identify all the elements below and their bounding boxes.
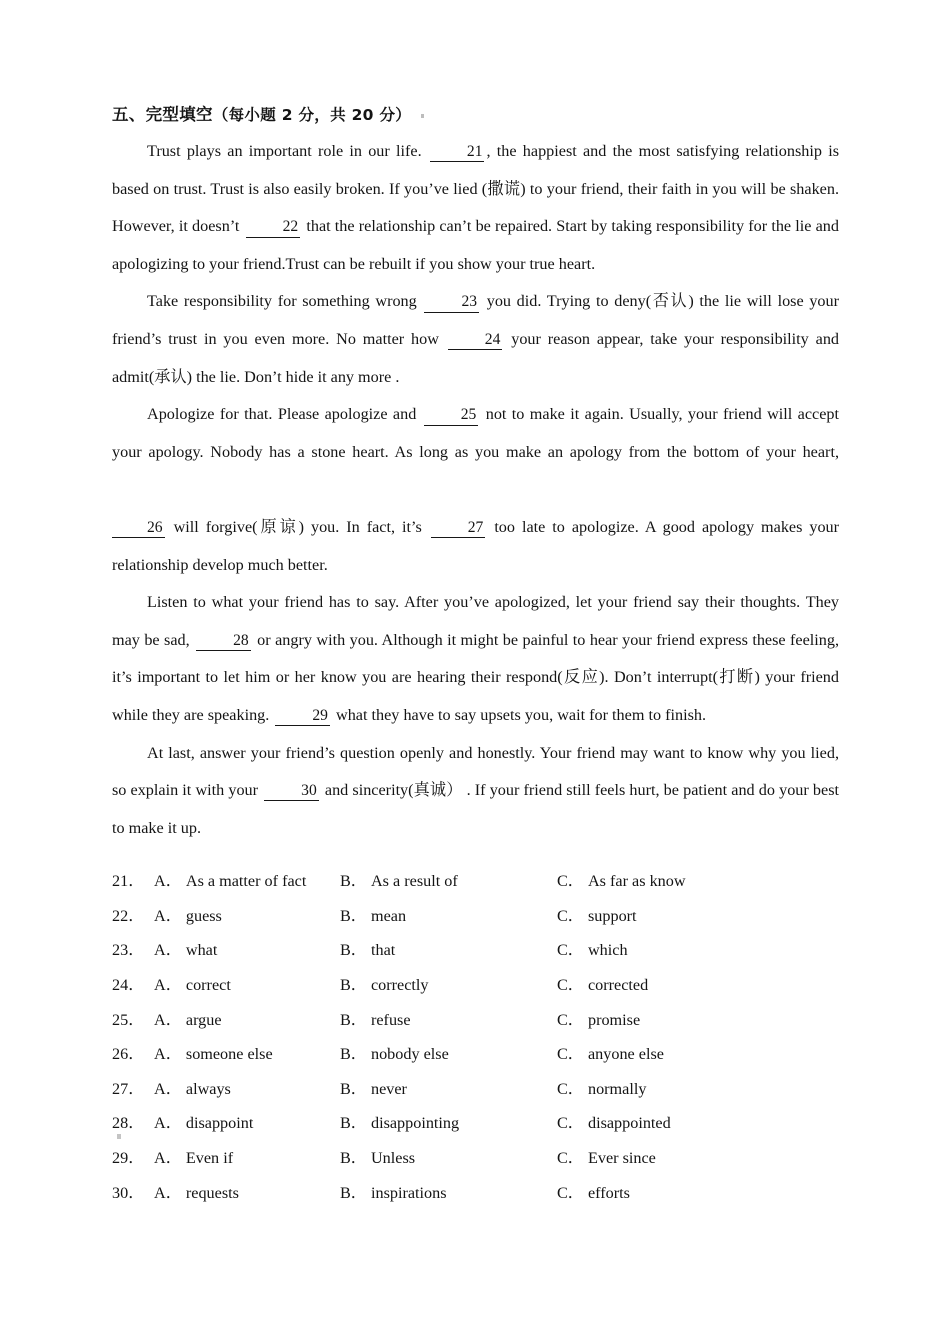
option-letter: A． <box>154 941 182 960</box>
option-letter: A． <box>154 1045 182 1064</box>
option-text: refuse <box>370 1010 411 1029</box>
option-a[interactable] <box>154 936 217 960</box>
option-letter: A． <box>154 1183 182 1202</box>
paragraph-text: Take responsibility for something wrong <box>147 292 417 311</box>
option-letter: A． <box>154 1079 182 1098</box>
question-number: 30． <box>112 1183 145 1202</box>
option-c[interactable] <box>557 971 648 995</box>
option-text: guess <box>185 906 222 925</box>
option-text: efforts <box>587 1183 630 1202</box>
option-a[interactable] <box>154 1109 253 1133</box>
page-content <box>112 104 839 1213</box>
option-b[interactable] <box>340 971 429 995</box>
option-letter: B． <box>340 1183 367 1202</box>
paragraph-text: Listen to what your friend has to say. After you’ve apologized, let your friend say their thoughts. They may be sad, <box>112 593 839 649</box>
option-b[interactable] <box>340 1179 447 1203</box>
option-text: which <box>587 941 628 960</box>
option-letter: B． <box>340 872 367 891</box>
option-letter: A． <box>154 906 182 925</box>
question-row-28 <box>112 1109 839 1144</box>
option-text: disappointed <box>587 1114 671 1133</box>
option-letter: A． <box>154 976 182 995</box>
passage-paragraph-4 <box>112 584 839 734</box>
question-row-25 <box>112 1006 839 1041</box>
option-letter: C． <box>557 872 584 891</box>
question-row-29 <box>112 1144 839 1179</box>
answer-blank-26[interactable]: 26 <box>112 520 165 538</box>
option-text: inspirations <box>370 1183 447 1202</box>
paragraph-text: what they have to say upsets you, wait for them to finish. <box>336 705 707 724</box>
passage-paragraph-1 <box>112 133 839 283</box>
question-row-21 <box>112 867 839 902</box>
option-b[interactable] <box>340 1006 411 1030</box>
option-a[interactable] <box>154 1006 222 1030</box>
paragraph-text: or angry with you. Although it might be painful to hear your friend express these feeling, it’s important to let him or her know you are hearing their respond(反应). Don’t interrupt(打断) your friend while they are speaking. <box>112 630 840 724</box>
question-row-30 <box>112 1179 839 1214</box>
option-text: Even if <box>185 1149 234 1168</box>
section-label: 五、完型填空 <box>112 105 213 124</box>
option-text: what <box>185 941 218 960</box>
answer-blank-22[interactable]: 22 <box>246 219 301 237</box>
option-letter: B． <box>340 906 367 925</box>
option-text: anyone else <box>587 1045 664 1064</box>
option-letter: C． <box>557 906 584 925</box>
option-text: disappoint <box>185 1114 254 1133</box>
question-row-22 <box>112 902 839 937</box>
option-text: As a matter of fact <box>185 872 307 891</box>
option-text: correctly <box>370 976 429 995</box>
scan-artifact-icon <box>117 1134 121 1139</box>
option-letter: C． <box>557 1079 584 1098</box>
option-b[interactable] <box>340 867 458 891</box>
option-text: promise <box>587 1010 641 1029</box>
option-text: support <box>587 906 637 925</box>
answer-blank-29[interactable]: 29 <box>275 708 330 726</box>
question-number: 29． <box>112 1149 145 1168</box>
question-number: 25． <box>112 1010 145 1029</box>
option-c[interactable] <box>557 1179 630 1203</box>
option-a[interactable] <box>154 1075 231 1099</box>
passage-paragraph-2 <box>112 283 839 396</box>
passage-paragraph-5 <box>112 735 839 848</box>
question-number: 27． <box>112 1079 145 1098</box>
option-letter: B． <box>340 1079 367 1098</box>
paragraph-text: not to make it again. Usually, your friend will accept your apology. Nobody has a stone heart. As long as you make an apology from the bottom of your heart, <box>112 405 839 461</box>
question-number: 26． <box>112 1045 145 1064</box>
option-text: corrected <box>587 976 649 995</box>
option-c[interactable] <box>557 1144 656 1168</box>
paragraph-text: your reason appear, take your responsibility and admit(承认) the lie. Don’t hide it any more . <box>112 329 840 386</box>
answer-blank-28[interactable]: 28 <box>196 633 251 651</box>
option-letter: B． <box>340 1045 367 1064</box>
answer-blank-30[interactable]: 30 <box>264 783 319 801</box>
option-letter: C． <box>557 1114 584 1133</box>
answer-choices-list <box>112 867 839 1213</box>
paragraph-text: Apologize for that. Please apologize and <box>147 405 417 424</box>
answer-blank-27[interactable]: 27 <box>431 520 486 538</box>
answer-blank-25[interactable]: 25 <box>424 407 479 425</box>
option-b[interactable] <box>340 1144 415 1168</box>
paragraph-text: , the happiest and the most satisfying relationship is based on trust. Trust is also easily broken. If you’ve lied (撒谎) to your friend, their faith in you will be shaken. However, it doesn’t <box>112 142 839 236</box>
option-text: correct <box>185 976 231 995</box>
option-text: As a result of <box>370 872 458 891</box>
option-letter: C． <box>557 1045 584 1064</box>
option-b[interactable] <box>340 1075 407 1099</box>
option-text: that <box>370 941 396 960</box>
option-a[interactable] <box>154 1144 233 1168</box>
section-score-note: （每小题 2 分，共 20 分） <box>212 106 412 124</box>
option-letter: A． <box>154 1010 182 1029</box>
option-letter: B． <box>340 1149 367 1168</box>
section-heading <box>112 104 839 126</box>
question-row-26 <box>112 1040 839 1075</box>
option-letter: B． <box>340 976 367 995</box>
answer-blank-24[interactable]: 24 <box>448 332 503 350</box>
option-a[interactable] <box>154 867 306 891</box>
question-number: 21． <box>112 872 145 891</box>
option-letter: C． <box>557 941 584 960</box>
passage-paragraph-3 <box>112 396 839 584</box>
question-row-27 <box>112 1075 839 1110</box>
option-b[interactable] <box>340 936 395 960</box>
option-c[interactable] <box>557 902 637 926</box>
option-letter: B． <box>340 1010 367 1029</box>
answer-blank-23[interactable]: 23 <box>424 294 479 312</box>
option-text: normally <box>587 1079 647 1098</box>
option-text: someone else <box>185 1045 273 1064</box>
option-text: requests <box>185 1183 239 1202</box>
option-letter: C． <box>557 1010 584 1029</box>
question-number: 22． <box>112 906 145 925</box>
option-b[interactable] <box>340 1040 449 1064</box>
option-a[interactable] <box>154 1179 239 1203</box>
option-text: Ever since <box>587 1149 656 1168</box>
option-text: disappointing <box>370 1114 460 1133</box>
option-c[interactable] <box>557 936 628 960</box>
option-a[interactable] <box>154 1040 273 1064</box>
question-number: 28． <box>112 1114 145 1133</box>
question-row-23 <box>112 936 839 971</box>
paragraph-text: Trust plays an important role in our life. <box>147 142 422 160</box>
option-text: As far as know <box>587 872 686 891</box>
option-c[interactable] <box>557 1006 640 1030</box>
option-a[interactable] <box>154 902 222 926</box>
option-text: nobody else <box>370 1045 449 1064</box>
paragraph-text: that the relationship can’t be repaired. Start by taking responsibility for the lie and apologizing to your friend.Trust can be rebuilt if you show your true heart. <box>112 217 839 273</box>
option-letter: C． <box>557 1149 584 1168</box>
option-text: never <box>370 1079 407 1098</box>
option-text: mean <box>370 906 407 925</box>
paragraph-text: and sincerity(真诚） . If your friend still feels hurt, be patient and do your best to make it up. <box>112 781 839 837</box>
option-a[interactable] <box>154 971 231 995</box>
option-text: Unless <box>370 1149 416 1168</box>
option-letter: B． <box>340 941 367 960</box>
option-c[interactable] <box>557 1075 646 1099</box>
option-letter: A． <box>154 1114 182 1133</box>
answer-blank-21[interactable]: 21 <box>430 144 485 162</box>
paragraph-text: At last, answer your friend’s question openly and honestly. Your friend may want to know why you lied, so explain it with your <box>112 743 839 800</box>
option-b[interactable] <box>340 1109 459 1133</box>
scan-artifact-icon <box>421 114 424 118</box>
option-text: always <box>185 1079 231 1098</box>
question-number: 24． <box>112 976 145 995</box>
option-letter: A． <box>154 1149 182 1168</box>
question-row-24 <box>112 971 839 1006</box>
option-b[interactable] <box>340 902 406 926</box>
option-c[interactable] <box>557 1109 671 1133</box>
option-letter: B． <box>340 1114 367 1133</box>
question-number: 23． <box>112 941 145 960</box>
option-letter: C． <box>557 976 584 995</box>
paragraph-text: will forgive(原谅) you. In fact, it’s <box>173 517 422 536</box>
option-c[interactable] <box>557 867 686 891</box>
paragraph-text: you did. Trying to deny(否认) the lie will lose your friend’s trust in you even more. No matter how <box>112 292 840 348</box>
option-c[interactable] <box>557 1040 664 1064</box>
option-text: argue <box>185 1010 222 1029</box>
option-letter: A． <box>154 872 182 891</box>
paragraph-text: too late to apologize. A good apology makes your relationship develop much better. <box>112 517 840 574</box>
option-letter: C． <box>557 1183 584 1202</box>
